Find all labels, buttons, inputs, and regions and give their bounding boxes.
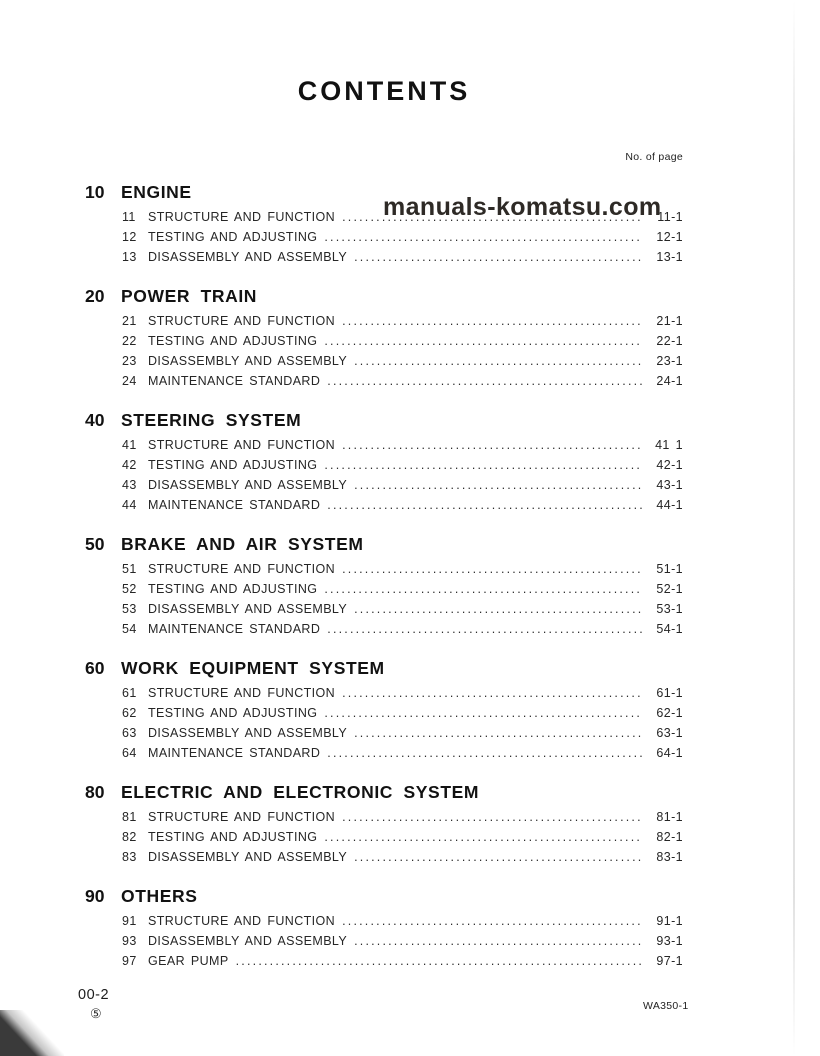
dot-leader: [324, 579, 642, 599]
toc-item-label: DISASSEMBLY AND ASSEMBLY: [148, 934, 348, 948]
section-header: [85, 408, 683, 432]
page-number-column-label: No. of page: [625, 151, 683, 163]
toc-item-label: GEAR PUMP: [148, 954, 229, 968]
section-header: [85, 532, 683, 556]
section-number: 20: [85, 286, 105, 306]
toc-item: [85, 435, 683, 455]
toc-item-page: 24-1: [656, 374, 683, 388]
toc-item-number: 12: [122, 230, 137, 244]
toc-item-number: 53: [122, 602, 137, 616]
toc-item-number: 41: [122, 438, 137, 452]
section-number: 40: [85, 410, 105, 430]
toc-item: [85, 931, 683, 951]
section-title: BRAKE AND AIR SYSTEM: [121, 534, 364, 554]
footer-model-number: WA350-1: [643, 1000, 689, 1012]
footer-page-number: 00-2: [78, 987, 110, 1003]
section-title: OTHERS: [121, 886, 198, 906]
toc-item-label: STRUCTURE AND FUNCTION: [148, 314, 336, 328]
section-number: 10: [85, 182, 105, 202]
section-header: [85, 780, 683, 804]
toc-item-number: 52: [122, 582, 137, 596]
toc-item-page: 43-1: [656, 478, 683, 492]
toc-item-page: 23-1: [656, 354, 683, 368]
toc-item-page: 64-1: [656, 746, 683, 760]
dot-leader: [354, 931, 642, 951]
dot-leader: [342, 559, 642, 579]
toc-item: [85, 703, 683, 723]
toc-item-page: 51-1: [656, 562, 683, 576]
toc-item-label: DISASSEMBLY AND ASSEMBLY: [148, 478, 348, 492]
toc-item-label: DISASSEMBLY AND ASSEMBLY: [148, 850, 348, 864]
toc-item: [85, 227, 683, 247]
dot-leader: [327, 495, 642, 515]
dot-leader: [327, 743, 642, 763]
section-title: POWER TRAIN: [121, 286, 258, 306]
dot-leader: [354, 351, 642, 371]
toc-item-label: TESTING AND ADJUSTING: [148, 582, 318, 596]
dot-leader: [324, 227, 642, 247]
dot-leader: [354, 247, 642, 267]
toc-item-label: TESTING AND ADJUSTING: [148, 334, 318, 348]
toc-item: [85, 723, 683, 743]
toc-item-page: 42-1: [656, 458, 683, 472]
toc-item-page: 11-1: [657, 210, 683, 224]
toc-item: [85, 455, 683, 475]
dot-leader: [236, 951, 642, 971]
scan-edge-line: [793, 0, 795, 1056]
toc-item-number: 44: [122, 498, 137, 512]
toc-item-number: 21: [122, 314, 137, 328]
section-number: 90: [85, 886, 105, 906]
toc-item-number: 91: [122, 914, 137, 928]
toc-item-label: DISASSEMBLY AND ASSEMBLY: [148, 250, 348, 264]
toc-item-label: MAINTENANCE STANDARD: [148, 498, 321, 512]
dot-leader: [327, 619, 642, 639]
dot-leader: [327, 371, 642, 391]
toc-item-number: 64: [122, 746, 137, 760]
dot-leader: [342, 911, 642, 931]
toc-item-page: 54-1: [656, 622, 683, 636]
toc-item-page: 97-1: [656, 954, 683, 968]
toc-item-page: 52-1: [656, 582, 683, 596]
toc-item: [85, 331, 683, 351]
toc-item-page: 61-1: [656, 686, 683, 700]
toc-item-number: 54: [122, 622, 137, 636]
toc-item-label: STRUCTURE AND FUNCTION: [148, 914, 336, 928]
toc-item-label: MAINTENANCE STANDARD: [148, 746, 321, 760]
toc-item-label: DISASSEMBLY AND ASSEMBLY: [148, 354, 348, 368]
toc-item-number: 43: [122, 478, 137, 492]
section-title: STEERING SYSTEM: [121, 410, 302, 430]
toc-item-label: MAINTENANCE STANDARD: [148, 622, 321, 636]
scan-corner-smudge: [0, 1010, 64, 1056]
toc-item-number: 61: [122, 686, 137, 700]
toc-item-page: 93-1: [656, 934, 683, 948]
toc-item: [85, 311, 683, 331]
section-header: [85, 656, 683, 680]
toc-item-number: 23: [122, 354, 137, 368]
toc-item-page: 21-1: [656, 314, 683, 328]
toc-item-label: TESTING AND ADJUSTING: [148, 230, 318, 244]
toc-item-number: 93: [122, 934, 137, 948]
toc-item-label: DISASSEMBLY AND ASSEMBLY: [148, 602, 348, 616]
toc-item: [85, 351, 683, 371]
toc-item-label: MAINTENANCE STANDARD: [148, 374, 321, 388]
dot-leader: [324, 455, 642, 475]
dot-leader: [354, 847, 642, 867]
dot-leader: [354, 723, 642, 743]
toc-section-others: [85, 884, 683, 971]
page-title: CONTENTS: [297, 76, 471, 106]
dot-leader: [324, 827, 642, 847]
toc-item-number: 22: [122, 334, 137, 348]
dot-leader: [342, 435, 642, 455]
toc-item-page: 44-1: [656, 498, 683, 512]
toc-item: [85, 579, 683, 599]
toc-item-number: 81: [122, 810, 137, 824]
toc-item-label: STRUCTURE AND FUNCTION: [148, 210, 336, 224]
toc-item: [85, 475, 683, 495]
dot-leader: [324, 703, 642, 723]
toc-item-page: 13-1: [656, 250, 683, 264]
page-content: [85, 0, 683, 971]
toc-item: [85, 683, 683, 703]
toc-item-number: 82: [122, 830, 137, 844]
toc-item-label: TESTING AND ADJUSTING: [148, 706, 318, 720]
toc-item-page: 91-1: [656, 914, 683, 928]
toc-item-page: 63-1: [656, 726, 683, 740]
toc-item-number: 62: [122, 706, 137, 720]
toc-section-steering-system: [85, 408, 683, 515]
toc-item-number: 97: [122, 954, 137, 968]
section-header: [85, 884, 683, 908]
section-title: ENGINE: [121, 182, 192, 202]
toc-item: [85, 559, 683, 579]
toc-item: [85, 807, 683, 827]
dot-leader: [342, 807, 642, 827]
dot-leader: [354, 475, 642, 495]
section-number: 50: [85, 534, 105, 554]
toc-item-page: 12-1: [656, 230, 683, 244]
toc-item-page: 22-1: [656, 334, 683, 348]
toc-item: [85, 247, 683, 267]
toc-item-page: 62-1: [656, 706, 683, 720]
toc-item-number: 63: [122, 726, 137, 740]
toc-section-electric-and-electronic-system: [85, 780, 683, 867]
footer-circled-number: ⑤: [90, 1006, 102, 1021]
toc-item-label: STRUCTURE AND FUNCTION: [148, 562, 336, 576]
toc-item-number: 13: [122, 250, 137, 264]
toc-item: [85, 743, 683, 763]
toc-item-number: 24: [122, 374, 137, 388]
toc-item: [85, 847, 683, 867]
toc-item-page: 81-1: [656, 810, 683, 824]
toc-item-page: 41 1: [655, 438, 683, 452]
watermark: manuals-komatsu.com: [383, 193, 662, 221]
toc-item: [85, 495, 683, 515]
table-of-contents: [85, 180, 683, 971]
dot-leader: [342, 311, 642, 331]
section-title: WORK EQUIPMENT SYSTEM: [121, 658, 385, 678]
toc-item-page: 53-1: [656, 602, 683, 616]
dot-leader: [342, 683, 642, 703]
toc-item-page: 82-1: [656, 830, 683, 844]
toc-item: [85, 599, 683, 619]
section-number: 60: [85, 658, 105, 678]
toc-section-work-equipment-system: [85, 656, 683, 763]
toc-item-label: STRUCTURE AND FUNCTION: [148, 438, 336, 452]
section-title: ELECTRIC AND ELECTRONIC SYSTEM: [121, 782, 480, 802]
toc-section-power-train: [85, 284, 683, 391]
section-header: [85, 284, 683, 308]
toc-item: [85, 827, 683, 847]
toc-item-number: 42: [122, 458, 137, 472]
toc-item-number: 83: [122, 850, 137, 864]
toc-item-number: 11: [122, 210, 136, 224]
toc-section-brake-and-air-system: [85, 532, 683, 639]
toc-item-label: TESTING AND ADJUSTING: [148, 458, 318, 472]
toc-item-label: STRUCTURE AND FUNCTION: [148, 686, 336, 700]
toc-item-label: STRUCTURE AND FUNCTION: [148, 810, 336, 824]
toc-item: [85, 951, 683, 971]
toc-item: [85, 619, 683, 639]
dot-leader: [354, 599, 642, 619]
toc-item: [85, 371, 683, 391]
toc-item: [85, 911, 683, 931]
toc-item-page: 83-1: [656, 850, 683, 864]
toc-item-label: DISASSEMBLY AND ASSEMBLY: [148, 726, 348, 740]
section-number: 80: [85, 782, 105, 802]
toc-item-label: TESTING AND ADJUSTING: [148, 830, 318, 844]
toc-item-number: 51: [122, 562, 137, 576]
dot-leader: [324, 331, 642, 351]
